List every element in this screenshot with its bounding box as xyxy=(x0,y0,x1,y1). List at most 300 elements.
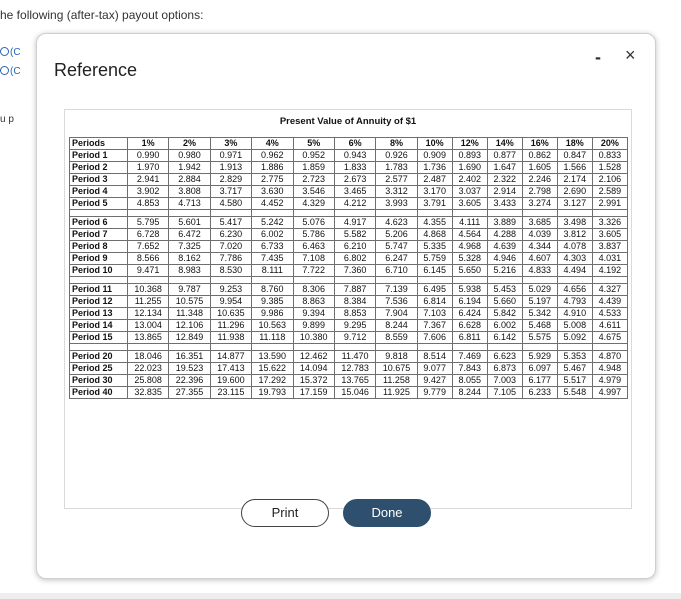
table-row xyxy=(70,284,628,296)
table-cell: 0.877 xyxy=(487,150,522,162)
table-cell: 7.108 xyxy=(293,253,334,265)
table-cell: 4.580 xyxy=(210,198,251,210)
table-cell: 8.384 xyxy=(334,296,375,308)
header-rate: 12% xyxy=(452,138,487,150)
table-cell: 5.008 xyxy=(557,320,592,332)
table-cell: 6.247 xyxy=(376,253,417,265)
table-cell: 4.111 xyxy=(452,217,487,229)
table-cell: 2.723 xyxy=(293,174,334,186)
background-text-fragment: u p xyxy=(0,114,14,125)
table-cell: 1.605 xyxy=(522,162,557,174)
table-cell: 4.917 xyxy=(334,217,375,229)
table-cell: 3.717 xyxy=(210,186,251,198)
table-cell: 4.078 xyxy=(557,241,592,253)
table-cell: 0.980 xyxy=(169,150,210,162)
table-cell: 7.786 xyxy=(210,253,251,265)
table-cell: 6.628 xyxy=(452,320,487,332)
table-cell: 18.046 xyxy=(127,351,168,363)
table-cell: 3.993 xyxy=(376,198,417,210)
table-cell: 6.002 xyxy=(252,229,293,241)
table-cell: 3.902 xyxy=(127,186,168,198)
table-cell: 4.946 xyxy=(487,253,522,265)
table-cell: 2.322 xyxy=(487,174,522,186)
radio-icon xyxy=(0,47,9,56)
table-cell: 10.635 xyxy=(210,308,251,320)
table-cell: 3.605 xyxy=(592,229,627,241)
table-cell: 4.675 xyxy=(592,332,627,344)
table-cell: 4.533 xyxy=(592,308,627,320)
table-row xyxy=(70,150,628,162)
table-cell: 2.991 xyxy=(592,198,627,210)
table-row xyxy=(70,320,628,332)
period-label: Period 12 xyxy=(70,296,128,308)
period-label: Period 4 xyxy=(70,186,128,198)
table-cell: 5.467 xyxy=(557,363,592,375)
table-row xyxy=(70,363,628,375)
table-cell: 5.601 xyxy=(169,217,210,229)
table-cell: 4.656 xyxy=(557,284,592,296)
reference-dialog xyxy=(36,33,656,579)
table-cell: 7.652 xyxy=(127,241,168,253)
table-cell: 5.197 xyxy=(522,296,557,308)
table-cell: 4.868 xyxy=(417,229,452,241)
table-cell: 11.925 xyxy=(376,387,417,399)
table-cell: 3.791 xyxy=(417,198,452,210)
table-cell: 11.348 xyxy=(169,308,210,320)
header-rate: 16% xyxy=(522,138,557,150)
table-cell: 16.351 xyxy=(169,351,210,363)
table-cell: 6.145 xyxy=(417,265,452,277)
table-cell: 11.258 xyxy=(376,375,417,387)
table-cell: 5.342 xyxy=(522,308,557,320)
reference-table-panel xyxy=(64,109,632,509)
background-answer-option-1[interactable]: (C xyxy=(0,47,21,58)
table-cell: 7.904 xyxy=(376,308,417,320)
table-cell: 4.910 xyxy=(557,308,592,320)
table-cell: 2.589 xyxy=(592,186,627,198)
table-cell: 6.733 xyxy=(252,241,293,253)
table-cell: 11.470 xyxy=(334,351,375,363)
table-cell: 11.255 xyxy=(127,296,168,308)
table-cell: 4.979 xyxy=(592,375,627,387)
table-cell: 7.325 xyxy=(169,241,210,253)
table-cell: 9.899 xyxy=(293,320,334,332)
table-cell: 5.938 xyxy=(452,284,487,296)
table-cell: 3.326 xyxy=(592,217,627,229)
table-cell: 7.003 xyxy=(487,375,522,387)
table-cell: 6.097 xyxy=(522,363,557,375)
table-cell: 2.775 xyxy=(252,174,293,186)
table-cell: 5.650 xyxy=(452,265,487,277)
table-cell: 10.368 xyxy=(127,284,168,296)
table-cell: 3.837 xyxy=(592,241,627,253)
table-cell: 3.546 xyxy=(293,186,334,198)
table-cell: 8.244 xyxy=(376,320,417,332)
table-row xyxy=(70,162,628,174)
header-periods: Periods xyxy=(70,138,128,150)
close-icon[interactable]: × xyxy=(625,45,636,65)
table-cell: 6.814 xyxy=(417,296,452,308)
period-label: Period 40 xyxy=(70,387,128,399)
table-cell: 7.469 xyxy=(452,351,487,363)
table-cell: 32.835 xyxy=(127,387,168,399)
table-cell: 5.660 xyxy=(487,296,522,308)
header-rate: 10% xyxy=(417,138,452,150)
table-cell: 3.170 xyxy=(417,186,452,198)
header-rate: 20% xyxy=(592,138,627,150)
table-row xyxy=(70,387,628,399)
table-cell: 5.842 xyxy=(487,308,522,320)
table-row xyxy=(70,186,628,198)
table-cell: 9.427 xyxy=(417,375,452,387)
table-cell: 0.962 xyxy=(252,150,293,162)
print-button[interactable]: Print xyxy=(241,499,329,527)
table-cell: 8.566 xyxy=(127,253,168,265)
table-cell: 17.159 xyxy=(293,387,334,399)
table-cell: 8.559 xyxy=(376,332,417,344)
table-cell: 12.106 xyxy=(169,320,210,332)
table-cell: 9.818 xyxy=(376,351,417,363)
table-cell: 4.607 xyxy=(522,253,557,265)
bottom-bar xyxy=(0,593,681,599)
period-label: Period 9 xyxy=(70,253,128,265)
table-cell: 4.031 xyxy=(592,253,627,265)
table-cell: 1.970 xyxy=(127,162,168,174)
table-cell: 5.747 xyxy=(376,241,417,253)
table-row xyxy=(70,308,628,320)
table-cell: 9.471 xyxy=(127,265,168,277)
table-row xyxy=(70,332,628,344)
table-cell: 6.811 xyxy=(452,332,487,344)
table-cell: 6.472 xyxy=(169,229,210,241)
table-cell: 4.288 xyxy=(487,229,522,241)
period-label: Period 10 xyxy=(70,265,128,277)
period-label: Period 1 xyxy=(70,150,128,162)
table-cell: 1.690 xyxy=(452,162,487,174)
table-cell: 5.759 xyxy=(417,253,452,265)
header-rate: 3% xyxy=(210,138,251,150)
period-label: Period 7 xyxy=(70,229,128,241)
table-cell: 23.115 xyxy=(210,387,251,399)
background-question-text: he following (after-tax) payout options: xyxy=(0,8,204,22)
table-cell: 7.367 xyxy=(417,320,452,332)
table-cell: 14.877 xyxy=(210,351,251,363)
table-cell: 3.605 xyxy=(452,198,487,210)
table-cell: 9.385 xyxy=(252,296,293,308)
table-cell: 12.849 xyxy=(169,332,210,344)
table-cell: 5.929 xyxy=(522,351,557,363)
table-cell: 7.843 xyxy=(452,363,487,375)
table-cell: 0.909 xyxy=(417,150,452,162)
table-cell: 8.983 xyxy=(169,265,210,277)
table-cell: 0.862 xyxy=(522,150,557,162)
radio-icon xyxy=(0,66,9,75)
table-cell: 6.710 xyxy=(376,265,417,277)
table-cell: 0.847 xyxy=(557,150,592,162)
table-cell: 3.630 xyxy=(252,186,293,198)
table-cell: 3.808 xyxy=(169,186,210,198)
table-cell: 1.859 xyxy=(293,162,334,174)
table-cell: 4.639 xyxy=(487,241,522,253)
period-label: Period 2 xyxy=(70,162,128,174)
table-cell: 4.494 xyxy=(557,265,592,277)
table-cell: 7.606 xyxy=(417,332,452,344)
header-rate: 5% xyxy=(293,138,334,150)
table-cell: 2.829 xyxy=(210,174,251,186)
table-row xyxy=(70,217,628,229)
header-rate: 8% xyxy=(376,138,417,150)
table-cell: 4.329 xyxy=(293,198,334,210)
table-cell: 14.094 xyxy=(293,363,334,375)
table-cell: 6.230 xyxy=(210,229,251,241)
table-cell: 6.177 xyxy=(522,375,557,387)
table-cell: 8.244 xyxy=(452,387,487,399)
table-cell: 9.712 xyxy=(334,332,375,344)
table-cell: 4.713 xyxy=(169,198,210,210)
table-cell: 9.779 xyxy=(417,387,452,399)
table-cell: 4.303 xyxy=(557,253,592,265)
table-cell: 2.673 xyxy=(334,174,375,186)
table-cell: 8.514 xyxy=(417,351,452,363)
table-cell: 1.528 xyxy=(592,162,627,174)
table-cell: 5.335 xyxy=(417,241,452,253)
annuity-table xyxy=(69,137,628,399)
table-cell: 5.417 xyxy=(210,217,251,229)
table-cell: 3.498 xyxy=(557,217,592,229)
table-cell: 1.942 xyxy=(169,162,210,174)
table-cell: 9.295 xyxy=(334,320,375,332)
table-cell: 22.023 xyxy=(127,363,168,375)
table-cell: 8.306 xyxy=(293,284,334,296)
group-spacer xyxy=(70,277,628,284)
header-rate: 6% xyxy=(334,138,375,150)
header-rate: 2% xyxy=(169,138,210,150)
table-cell: 5.548 xyxy=(557,387,592,399)
table-cell: 5.076 xyxy=(293,217,334,229)
table-cell: 3.812 xyxy=(557,229,592,241)
table-cell: 2.487 xyxy=(417,174,452,186)
table-cell: 5.795 xyxy=(127,217,168,229)
table-cell: 3.433 xyxy=(487,198,522,210)
table-cell: 4.039 xyxy=(522,229,557,241)
table-cell: 19.523 xyxy=(169,363,210,375)
table-cell: 13.004 xyxy=(127,320,168,332)
table-cell: 13.590 xyxy=(252,351,293,363)
table-cell: 8.162 xyxy=(169,253,210,265)
table-cell: 5.242 xyxy=(252,217,293,229)
table-cell: 8.530 xyxy=(210,265,251,277)
table-cell: 5.786 xyxy=(293,229,334,241)
table-cell: 4.833 xyxy=(522,265,557,277)
table-cell: 4.611 xyxy=(592,320,627,332)
table-cell: 1.736 xyxy=(417,162,452,174)
table-cell: 4.355 xyxy=(417,217,452,229)
table-cell: 27.355 xyxy=(169,387,210,399)
table-cell: 0.971 xyxy=(210,150,251,162)
table-cell: 2.941 xyxy=(127,174,168,186)
table-cell: 5.092 xyxy=(557,332,592,344)
table-row xyxy=(70,229,628,241)
period-label: Period 11 xyxy=(70,284,128,296)
table-cell: 6.873 xyxy=(487,363,522,375)
table-cell: 2.402 xyxy=(452,174,487,186)
table-cell: 5.353 xyxy=(557,351,592,363)
period-label: Period 8 xyxy=(70,241,128,253)
table-cell: 9.954 xyxy=(210,296,251,308)
table-cell: 3.889 xyxy=(487,217,522,229)
table-cell: 6.424 xyxy=(452,308,487,320)
table-cell: 4.853 xyxy=(127,198,168,210)
table-row xyxy=(70,351,628,363)
table-cell: 4.870 xyxy=(592,351,627,363)
table-cell: 5.517 xyxy=(557,375,592,387)
table-cell: 0.893 xyxy=(452,150,487,162)
table-cell: 5.029 xyxy=(522,284,557,296)
table-cell: 7.105 xyxy=(487,387,522,399)
table-cell: 9.253 xyxy=(210,284,251,296)
table-cell: 9.077 xyxy=(417,363,452,375)
table-cell: 6.194 xyxy=(452,296,487,308)
table-cell: 3.127 xyxy=(557,198,592,210)
period-label: Period 3 xyxy=(70,174,128,186)
table-cell: 4.212 xyxy=(334,198,375,210)
table-cell: 1.647 xyxy=(487,162,522,174)
period-label: Period 15 xyxy=(70,332,128,344)
table-cell: 6.142 xyxy=(487,332,522,344)
table-cell: 1.566 xyxy=(557,162,592,174)
table-header-row xyxy=(70,138,628,150)
table-cell: 6.802 xyxy=(334,253,375,265)
table-cell: 7.103 xyxy=(417,308,452,320)
table-row xyxy=(70,265,628,277)
table-cell: 6.002 xyxy=(487,320,522,332)
table-cell: 5.206 xyxy=(376,229,417,241)
table-cell: 6.623 xyxy=(487,351,522,363)
table-cell: 4.997 xyxy=(592,387,627,399)
table-cell: 12.783 xyxy=(334,363,375,375)
table-row xyxy=(70,174,628,186)
period-label: Period 30 xyxy=(70,375,128,387)
table-cell: 6.728 xyxy=(127,229,168,241)
table-cell: 7.360 xyxy=(334,265,375,277)
table-cell: 4.192 xyxy=(592,265,627,277)
table-cell: 10.563 xyxy=(252,320,293,332)
table-cell: 3.274 xyxy=(522,198,557,210)
table-cell: 5.328 xyxy=(452,253,487,265)
table-cell: 4.948 xyxy=(592,363,627,375)
table-cell: 17.292 xyxy=(252,375,293,387)
table-cell: 11.118 xyxy=(252,332,293,344)
table-row xyxy=(70,253,628,265)
table-cell: 11.296 xyxy=(210,320,251,332)
table-cell: 10.675 xyxy=(376,363,417,375)
table-cell: 6.210 xyxy=(334,241,375,253)
table-title: Present Value of Annuity of $1 xyxy=(279,116,417,127)
table-row xyxy=(70,296,628,308)
table-cell: 25.808 xyxy=(127,375,168,387)
table-cell: 5.216 xyxy=(487,265,522,277)
table-cell: 9.787 xyxy=(169,284,210,296)
table-cell: 9.394 xyxy=(293,308,334,320)
table-cell: 5.582 xyxy=(334,229,375,241)
table-row xyxy=(70,198,628,210)
table-cell: 4.452 xyxy=(252,198,293,210)
background-answer-option-2[interactable]: (C xyxy=(0,66,21,77)
table-cell: 15.372 xyxy=(293,375,334,387)
period-label: Period 25 xyxy=(70,363,128,375)
period-label: Period 13 xyxy=(70,308,128,320)
period-label: Period 5 xyxy=(70,198,128,210)
table-cell: 2.106 xyxy=(592,174,627,186)
dialog-title: Reference xyxy=(54,60,138,80)
table-cell: 2.914 xyxy=(487,186,522,198)
table-cell: 4.968 xyxy=(452,241,487,253)
period-label: Period 20 xyxy=(70,351,128,363)
table-cell: 4.564 xyxy=(452,229,487,241)
table-cell: 9.986 xyxy=(252,308,293,320)
table-cell: 5.453 xyxy=(487,284,522,296)
done-button[interactable]: Done xyxy=(343,499,431,527)
table-cell: 2.577 xyxy=(376,174,417,186)
table-cell: 0.833 xyxy=(592,150,627,162)
table-cell: 1.783 xyxy=(376,162,417,174)
table-cell: 0.952 xyxy=(293,150,334,162)
table-cell: 1.833 xyxy=(334,162,375,174)
table-cell: 13.765 xyxy=(334,375,375,387)
table-cell: 12.134 xyxy=(127,308,168,320)
table-cell: 22.396 xyxy=(169,375,210,387)
table-cell: 2.246 xyxy=(522,174,557,186)
table-cell: 6.233 xyxy=(522,387,557,399)
table-cell: 6.495 xyxy=(417,284,452,296)
minimize-icon[interactable]: - xyxy=(595,47,601,67)
table-cell: 5.575 xyxy=(522,332,557,344)
table-cell: 8.863 xyxy=(293,296,334,308)
period-label: Period 6 xyxy=(70,217,128,229)
table-cell: 3.312 xyxy=(376,186,417,198)
table-cell: 4.793 xyxy=(557,296,592,308)
group-spacer xyxy=(70,210,628,217)
table-cell: 8.055 xyxy=(452,375,487,387)
header-rate: 4% xyxy=(252,138,293,150)
table-cell: 4.439 xyxy=(592,296,627,308)
period-label: Period 14 xyxy=(70,320,128,332)
table-row xyxy=(70,375,628,387)
table-cell: 7.722 xyxy=(293,265,334,277)
table-cell: 12.462 xyxy=(293,351,334,363)
table-cell: 10.380 xyxy=(293,332,334,344)
table-cell: 3.685 xyxy=(522,217,557,229)
table-cell: 3.465 xyxy=(334,186,375,198)
table-cell: 0.926 xyxy=(376,150,417,162)
table-cell: 0.943 xyxy=(334,150,375,162)
table-cell: 7.435 xyxy=(252,253,293,265)
table-cell: 5.468 xyxy=(522,320,557,332)
table-cell: 7.887 xyxy=(334,284,375,296)
table-cell: 11.938 xyxy=(210,332,251,344)
table-cell: 2.174 xyxy=(557,174,592,186)
header-rate: 1% xyxy=(127,138,168,150)
table-cell: 8.853 xyxy=(334,308,375,320)
table-cell: 7.536 xyxy=(376,296,417,308)
table-cell: 1.886 xyxy=(252,162,293,174)
table-cell: 2.690 xyxy=(557,186,592,198)
table-cell: 8.760 xyxy=(252,284,293,296)
group-spacer xyxy=(70,344,628,351)
table-cell: 1.913 xyxy=(210,162,251,174)
table-cell: 8.111 xyxy=(252,265,293,277)
table-cell: 4.327 xyxy=(592,284,627,296)
